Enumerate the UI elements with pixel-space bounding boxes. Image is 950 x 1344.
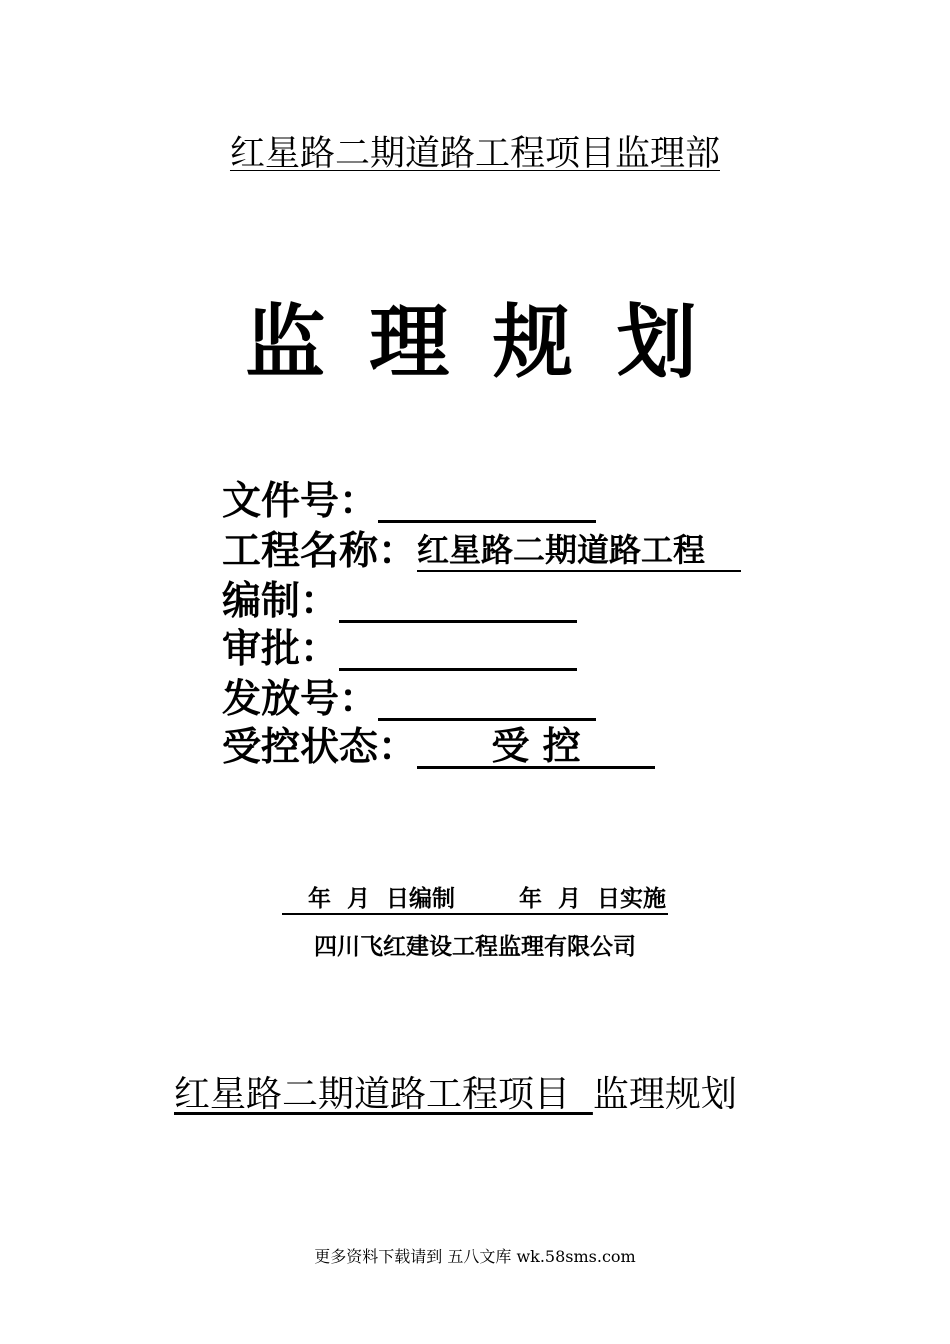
compile-implement-dates: 年 月 日编制 年 月 日实施 <box>282 880 668 915</box>
compiled-by-label: 编制： <box>222 579 340 624</box>
footer-title-doc: 监理规划 <box>592 1074 737 1115</box>
approved-by-label: 审批： <box>222 627 340 672</box>
control-status-value: 受 控 <box>417 724 655 769</box>
document-title: 监 理 规 划 <box>245 296 705 389</box>
file-number-label: 文件号： <box>222 479 379 524</box>
compiled-by-value <box>339 578 577 623</box>
project-name-row <box>222 528 741 576</box>
control-status-label: 受控状态： <box>222 725 418 770</box>
footer-title <box>174 1066 737 1117</box>
header-department-line <box>0 126 950 176</box>
project-name-label: 工程名称： <box>222 529 418 574</box>
issue-number-label: 发放号： <box>222 677 379 722</box>
footer-title-project: 红星路二期道路工程项目 <box>174 1074 593 1115</box>
department-name: 红星路二期道路工程项目监理部 <box>229 134 720 174</box>
file-number-value <box>378 478 596 523</box>
company-name: 四川飞红建设工程监理有限公司 <box>314 934 636 960</box>
control-status-row <box>222 724 655 772</box>
approved-by-value <box>339 626 577 671</box>
issue-number-value <box>378 676 596 721</box>
issue-number-row <box>222 676 596 724</box>
date-line <box>0 880 950 915</box>
project-name-value: 红星路二期道路工程 <box>417 528 741 572</box>
download-note: 更多资料下载请到 五八文库 wk.58sms.com <box>314 1247 636 1266</box>
file-number-row <box>222 478 596 526</box>
compiled-by-row <box>222 578 577 626</box>
approved-by-row <box>222 626 577 674</box>
